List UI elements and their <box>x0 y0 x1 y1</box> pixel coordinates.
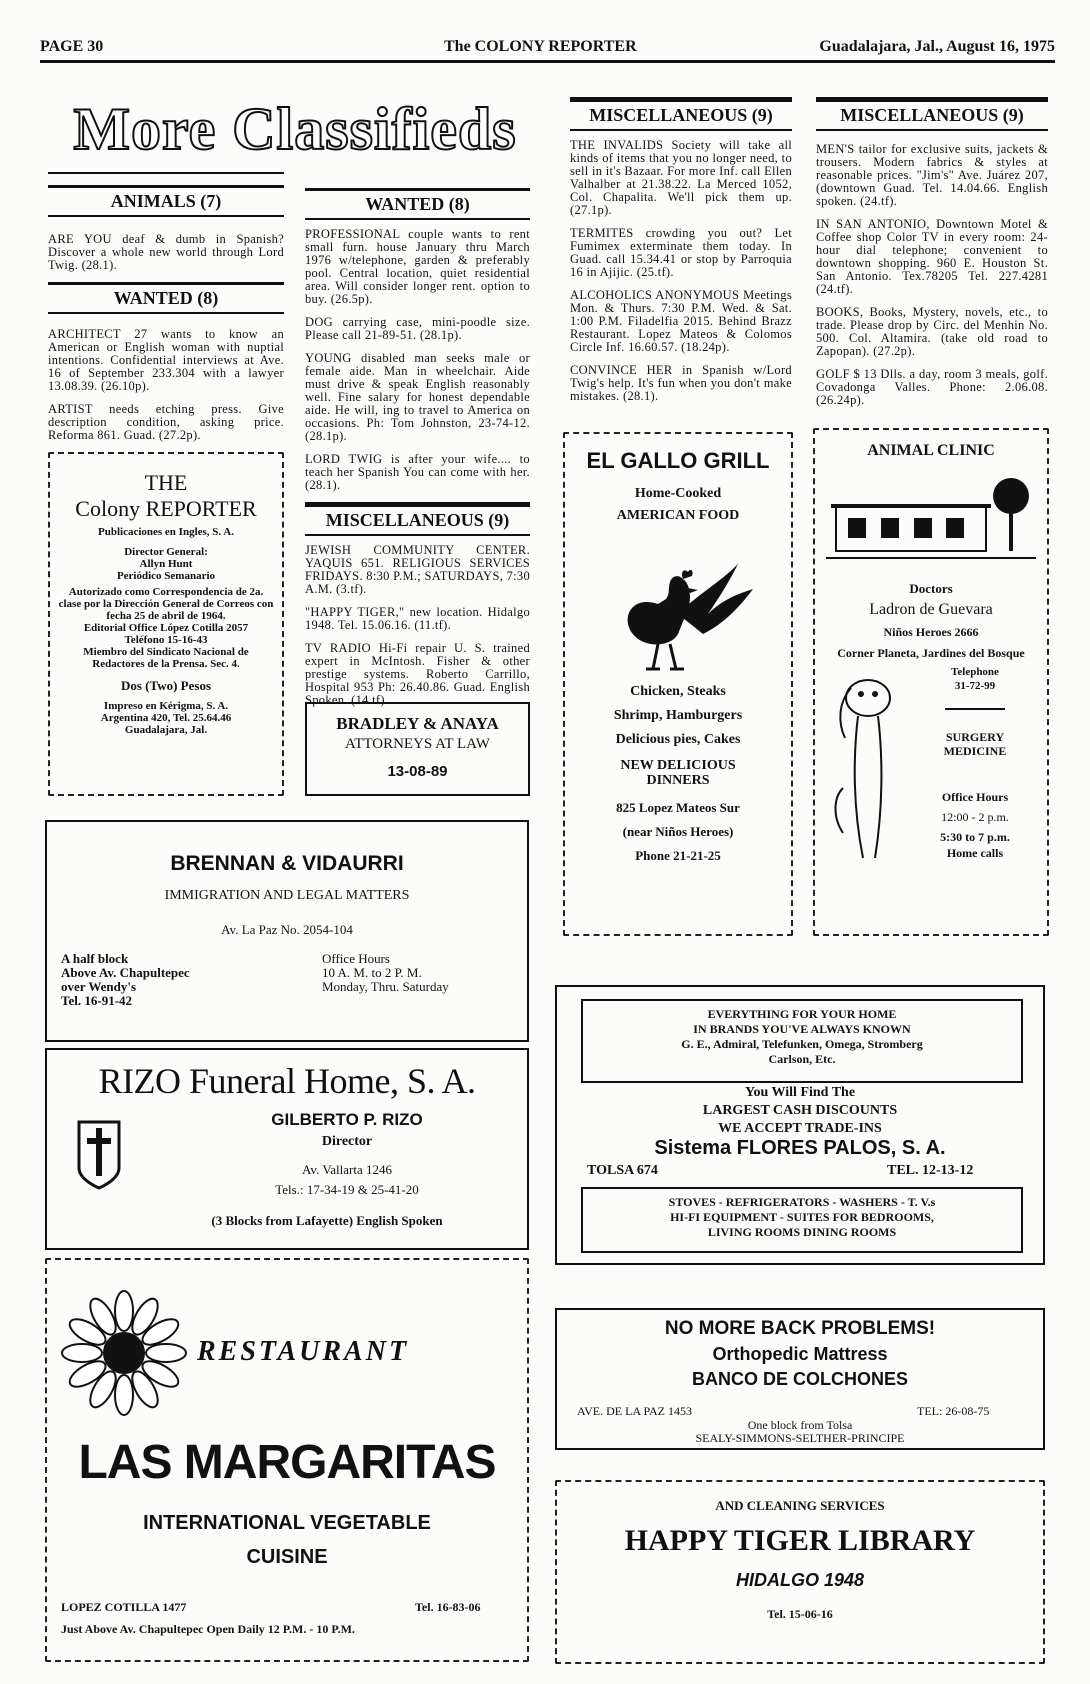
clinic-tel-label: Telephone <box>951 666 999 678</box>
flores-l2: IN BRANDS YOU'VE ALWAYS KNOWN <box>693 1022 911 1036</box>
classified-item: ARCHITECT 27 wants to know an American or English woman with nuptial intentions. Confidential interviews at Ave. 16 of September 233.304 with a lawyer 13.08.39. (26.10p). <box>48 327 284 393</box>
clinic-corner: Corner Planeta, Jardines del Bosque <box>837 646 1025 660</box>
flores-top-box <box>581 999 1023 1083</box>
classified-item: DOG carrying case, mini-poodle size. Please call 21-89-51. (28.1p). <box>305 315 530 342</box>
flores-address: TOLSA 674 <box>587 1163 658 1178</box>
wanted-items-1 <box>48 328 284 442</box>
classified-item: CONVINCE HER in Spanish w/Lord Twig's help. It's fun when you don't make mistakes. (28.1). <box>570 363 792 403</box>
rizo-tels: Tels.: 17-34-19 & 25-41-20 <box>275 1182 419 1197</box>
classified-item: ARE YOU deaf & dumb in Spanish? Discover a whole new world through Lord Twig. (28.1). <box>48 232 284 272</box>
mattress-l5: SEALY-SIMMONS-SELTHER-PRINCIPE <box>695 1431 905 1445</box>
telefono: Teléfono 15-16-43 <box>124 634 208 646</box>
flores-l4: Carlson, Etc. <box>768 1052 836 1066</box>
director-name: Allyn Hunt <box>139 558 193 570</box>
autorizado: Autorizado como Correspondencia de 2a. clase por la Dirección General de Correos con fecha 25 de abril de 1964. <box>58 586 274 622</box>
misc-items-3 <box>570 139 792 403</box>
flores-b3: LIVING ROOMS DINING ROOMS <box>707 1225 897 1239</box>
brennan-address: Av. La Paz No. 2054-104 <box>221 922 353 937</box>
gallo-l3: Chicken, Steaks <box>630 684 726 699</box>
title-rule <box>48 172 284 174</box>
classified-item: ARTIST needs etching press. Give description condition, asking price. Reforma 861. Guad. (27.2p). <box>48 402 284 442</box>
clinic-name: ANIMAL CLINIC <box>867 442 995 459</box>
classified-item: GOLF $ 13 Dlls. a day, room 3 meals, golf. Covadonga Valles. Phone: 2.06.08. (26.24p). <box>816 367 1048 407</box>
rizo-role: Director <box>321 1134 373 1149</box>
library-l1: AND CLEANING SERVICES <box>715 1498 885 1513</box>
misc-heading-2: MISCELLANEOUS (9) <box>305 502 530 536</box>
margaritas-ad <box>45 1258 529 1662</box>
clinic-doctor-names: Ladron de Guevara <box>869 601 993 618</box>
bradley-sub: ATTORNEYS AT LAW <box>345 736 490 752</box>
gallo-l4: Shrimp, Hamburgers <box>613 708 743 723</box>
flores-l1: EVERYTHING FOR YOUR HOME <box>707 1007 897 1021</box>
brennan-right-line: 10 A. M. to 2 P. M. <box>322 965 422 980</box>
margaritas-l1: INTERNATIONAL VEGETABLE <box>143 1512 431 1534</box>
classified-item: JEWISH COMMUNITY CENTER. YAQUIS 651. RELIGIOUS SERVICES FRIDAYS. 8:30 P.M.; SATURDAYS, 7:30 A.M. (3.tf). <box>305 543 530 596</box>
clinic-building-illustration <box>826 466 1036 571</box>
classified-item: TERMITES crowding you out? Let Fumimex exterminate them today. In Guad. call 15.34.41 or stop by Parroquia 16 in Ajijic. (25.tf). <box>570 226 792 279</box>
margaritas-restaurant: RESTAURANT <box>197 1336 410 1367</box>
masthead-name: Colony REPORTER <box>75 496 257 521</box>
classified-item: IN SAN ANTONIO, Downtown Motel & Coffee shop Color TV in every room: 24-hour dial telephone; convenient to downtown shopping. 960 E. Houston St. San Antonio. Tex.78205 Tel. 227.4281 (24.tf). <box>816 217 1048 296</box>
brennan-sub: IMMIGRATION AND LEGAL MATTERS <box>164 888 410 903</box>
classified-item: LORD TWIG is after your wife.... to teach her Spanish You can come with her. (28.1). <box>305 452 530 492</box>
classified-item: ALCOHOLICS ANONYMOUS Meetings Mon. & Thurs. 7:30 P.M. Wed. & Sat. 1:00 P.M. Filadelfia 2015. Behind Brazz Restaurant. Lopez Mateos & Colomos Circle Inf. 16.60.57. (18.24p). <box>570 288 792 354</box>
flores-l5: You Will Find The <box>744 1085 856 1100</box>
animal-clinic-ad <box>813 428 1049 936</box>
rooster-illustration <box>598 544 758 674</box>
dog-illustration <box>823 668 903 868</box>
wanted-items-2 <box>305 228 530 492</box>
mattress-tel: TEL: 26-08-75 <box>917 1404 990 1418</box>
library-tel: Tel. 15-06-16 <box>767 1607 833 1621</box>
dateline: Guadalajara, Jal., August 16, 1975 <box>819 38 1055 55</box>
bradley-name: BRADLEY & ANAYA <box>336 714 499 733</box>
gallo-l7: 825 Lopez Mateos Sur <box>616 800 740 815</box>
clinic-surgery: SURGERY <box>945 730 1005 744</box>
impreso: Impreso en Kérigma, S. A. Argentina 420, Tel. 25.64.46 Guadalajara, Jal. <box>100 700 232 736</box>
column-2 <box>305 188 530 717</box>
price: Dos (Two) Pesos <box>120 678 212 693</box>
mattress-l2: Orthopedic Mattress <box>712 1344 888 1364</box>
flores-l3: G. E., Admiral, Telefunken, Omega, Stromberg <box>681 1037 923 1051</box>
misc-heading-4: MISCELLANEOUS (9) <box>816 97 1048 131</box>
mattress-l4: One block from Tolsa <box>747 1418 853 1432</box>
library-name: HAPPY TIGER LIBRARY <box>624 1524 976 1557</box>
brennan-ad <box>45 820 529 1042</box>
paper-name: The COLONY REPORTER <box>444 38 637 55</box>
flores-b2: HI-FI EQUIPMENT - SUITES FOR BEDROOMS, <box>670 1210 934 1224</box>
clinic-hours-2: 5:30 to 7 p.m. <box>940 830 1010 844</box>
page-header <box>40 34 1055 60</box>
clinic-tel: 31-72-99 <box>954 680 996 692</box>
periodico: Periódico Semanario <box>116 570 216 582</box>
classified-item: "HAPPY TIGER," new location. Hidalgo 1948. Tel. 15.06.16. (11.tf). <box>305 605 530 632</box>
gallo-l5: Delicious pies, Cakes <box>615 732 741 747</box>
clinic-home-calls: Home calls <box>946 846 1004 860</box>
margaritas-note: Just Above Av. Chapultepec Open Daily 12 P.M. - 10 P.M. <box>61 1622 355 1636</box>
clinic-lower <box>815 660 1047 880</box>
brennan-left-line: A half block <box>61 951 129 966</box>
brennan-hours <box>322 952 449 994</box>
mattress-ad <box>555 1308 1045 1450</box>
bradley-phone: 13-08-89 <box>387 763 448 780</box>
classified-item: YOUNG disabled man seeks male or female aide. Man in wheelchair. Aide must drive & speak English reasonably well. Fine salary for honest dependable aide. He will, ing to travel to America on occasions. Ph: Tom Johnston, 23-74-12. (28.1p). <box>305 351 530 443</box>
library-ad <box>555 1480 1045 1664</box>
misc-items-2 <box>305 544 530 707</box>
flores-b1: STOVES - REFRIGERATORS - WASHERS - T. V.s <box>668 1195 936 1209</box>
library-address: HIDALGO 1948 <box>735 1570 865 1590</box>
animals-text <box>48 233 284 272</box>
classified-item: THE INVALIDS Society will take all kinds of items that you no longer need, to sell in it's Bazaar. For more Inf. call Ellen Valhalber at 21.38.22. La Merced 1052, Col. Chapalita. We'll pick them up. (27.1p). <box>570 138 792 217</box>
wanted-heading-2: WANTED (8) <box>305 188 530 220</box>
mattress-l3: BANCO DE COLCHONES <box>691 1369 908 1389</box>
miembro: Miembro del Sindicato Nacional de Redactores de la Prensa. Sec. 4. <box>83 646 249 670</box>
flores-palos-ad <box>555 985 1045 1265</box>
margaritas-name: LAS MARGARITAS <box>78 1436 496 1489</box>
column-4 <box>816 97 1048 417</box>
rizo-address: Av. Vallarta 1246 <box>301 1162 393 1177</box>
masthead-pub: Publicaciones en Ingles, S. A. <box>98 526 234 538</box>
rizo-name: RIZO Funeral Home, S. A. <box>98 1061 476 1101</box>
bradley-anaya-ad <box>305 702 530 796</box>
misc-heading-3: MISCELLANEOUS (9) <box>570 97 792 131</box>
header-rule <box>40 60 1055 63</box>
gallo-l9: Phone 21-21-25 <box>635 848 721 863</box>
classified-item: PROFESSIONAL couple wants to rent small furn. house January thru March 1976 w/telephone, garden & preferably pool. Central location, quiet residential area. Will consider longer rent. option to buy. (26.5p). <box>305 227 530 306</box>
classified-item: BOOKS, Books, Mystery, novels, etc., to trade. Please drop by Circ. del Menhin No. 500. Col. Altamira. (take old road to Zapopan). (27.2p). <box>816 305 1048 358</box>
brennan-left-line: Above Av. Chapultepec <box>61 965 190 980</box>
masthead-the: THE <box>144 470 188 495</box>
rizo-ad <box>45 1048 529 1250</box>
flores-l6: LARGEST CASH DISCOUNTS <box>702 1103 898 1118</box>
masthead-box <box>48 452 284 796</box>
rizo-note: (3 Blocks from Lafayette) English Spoken <box>211 1213 443 1228</box>
clinic-address: Niños Heroes 2666 <box>883 625 979 639</box>
director-label: Director General: <box>124 546 208 558</box>
flower-logo <box>59 1288 189 1418</box>
rizo-director-name: GILBERTO P. RIZO <box>271 1110 423 1129</box>
brennan-right-line: Monday, Thru. Saturday <box>322 979 449 994</box>
mattress-l1: NO MORE BACK PROBLEMS! <box>664 1318 936 1339</box>
gallo-l6: NEW DELICIOUS DINNERS <box>620 758 736 788</box>
brennan-right-line: Office Hours <box>322 951 390 966</box>
editorial-office: Editorial Office López Cotilla 2057 <box>83 622 249 634</box>
brennan-left-line: over Wendy's <box>61 979 137 994</box>
gallo-l8: (near Niños Heroes) <box>622 824 734 839</box>
clinic-medicine: MEDICINE <box>943 744 1007 758</box>
flores-tel: TEL. 12-13-12 <box>887 1163 974 1178</box>
cross-shield-logo <box>75 1118 123 1190</box>
flores-bottom-box <box>581 1187 1023 1253</box>
clinic-hours-1: 12:00 - 2 p.m. <box>941 810 1009 824</box>
clinic-divider <box>945 708 1005 710</box>
brennan-left-line: Tel. 16-91-42 <box>61 993 133 1008</box>
page-number: PAGE 30 <box>40 38 104 55</box>
clinic-doctors: Doctors <box>909 581 953 596</box>
misc-items-4 <box>816 143 1048 407</box>
column-1 <box>48 185 284 452</box>
classified-item: TV RADIO Hi-Fi repair U. S. trained expert in McIntosh. Fisher & other prestige systems. Roberto Carrillo, Hospital 953 Ph: 26.40.86. Guad. English Spoken. (14.tf). <box>305 641 530 707</box>
mattress-address: AVE. DE LA PAZ 1453 <box>577 1404 693 1418</box>
animals-heading: ANIMALS (7) <box>48 185 284 217</box>
clinic-office-hours: Office Hours <box>941 790 1009 804</box>
brennan-location <box>61 952 190 1008</box>
flores-name: Sistema FLORES PALOS, S. A. <box>654 1137 946 1159</box>
flores-l7: WE ACCEPT TRADE-INS <box>718 1121 882 1136</box>
gallo-name: EL GALLO GRILL <box>586 448 770 473</box>
margaritas-address: LOPEZ COTILLA 1477 <box>61 1600 187 1614</box>
page-title: More Classifieds <box>73 96 517 162</box>
gallo-l1: Home-Cooked <box>634 486 722 501</box>
margaritas-l2: CUISINE <box>246 1546 328 1568</box>
margaritas-tel: Tel. 16-83-06 <box>415 1600 481 1614</box>
classified-item: MEN'S tailor for exclusive suits, jackets & trousers. Modern fabrics & styles at reasonable prices. "Jim's" Ave. Juárez 207, (downtown Guad. Tel. 14.04.66. English spoken. (24.tf). <box>816 142 1048 208</box>
gallo-l2: AMERICAN FOOD <box>616 508 740 523</box>
wanted-heading-1: WANTED (8) <box>48 282 284 314</box>
brennan-name: BRENNAN & VIDAURRI <box>170 852 404 875</box>
column-3 <box>570 97 792 413</box>
el-gallo-ad <box>563 432 793 936</box>
